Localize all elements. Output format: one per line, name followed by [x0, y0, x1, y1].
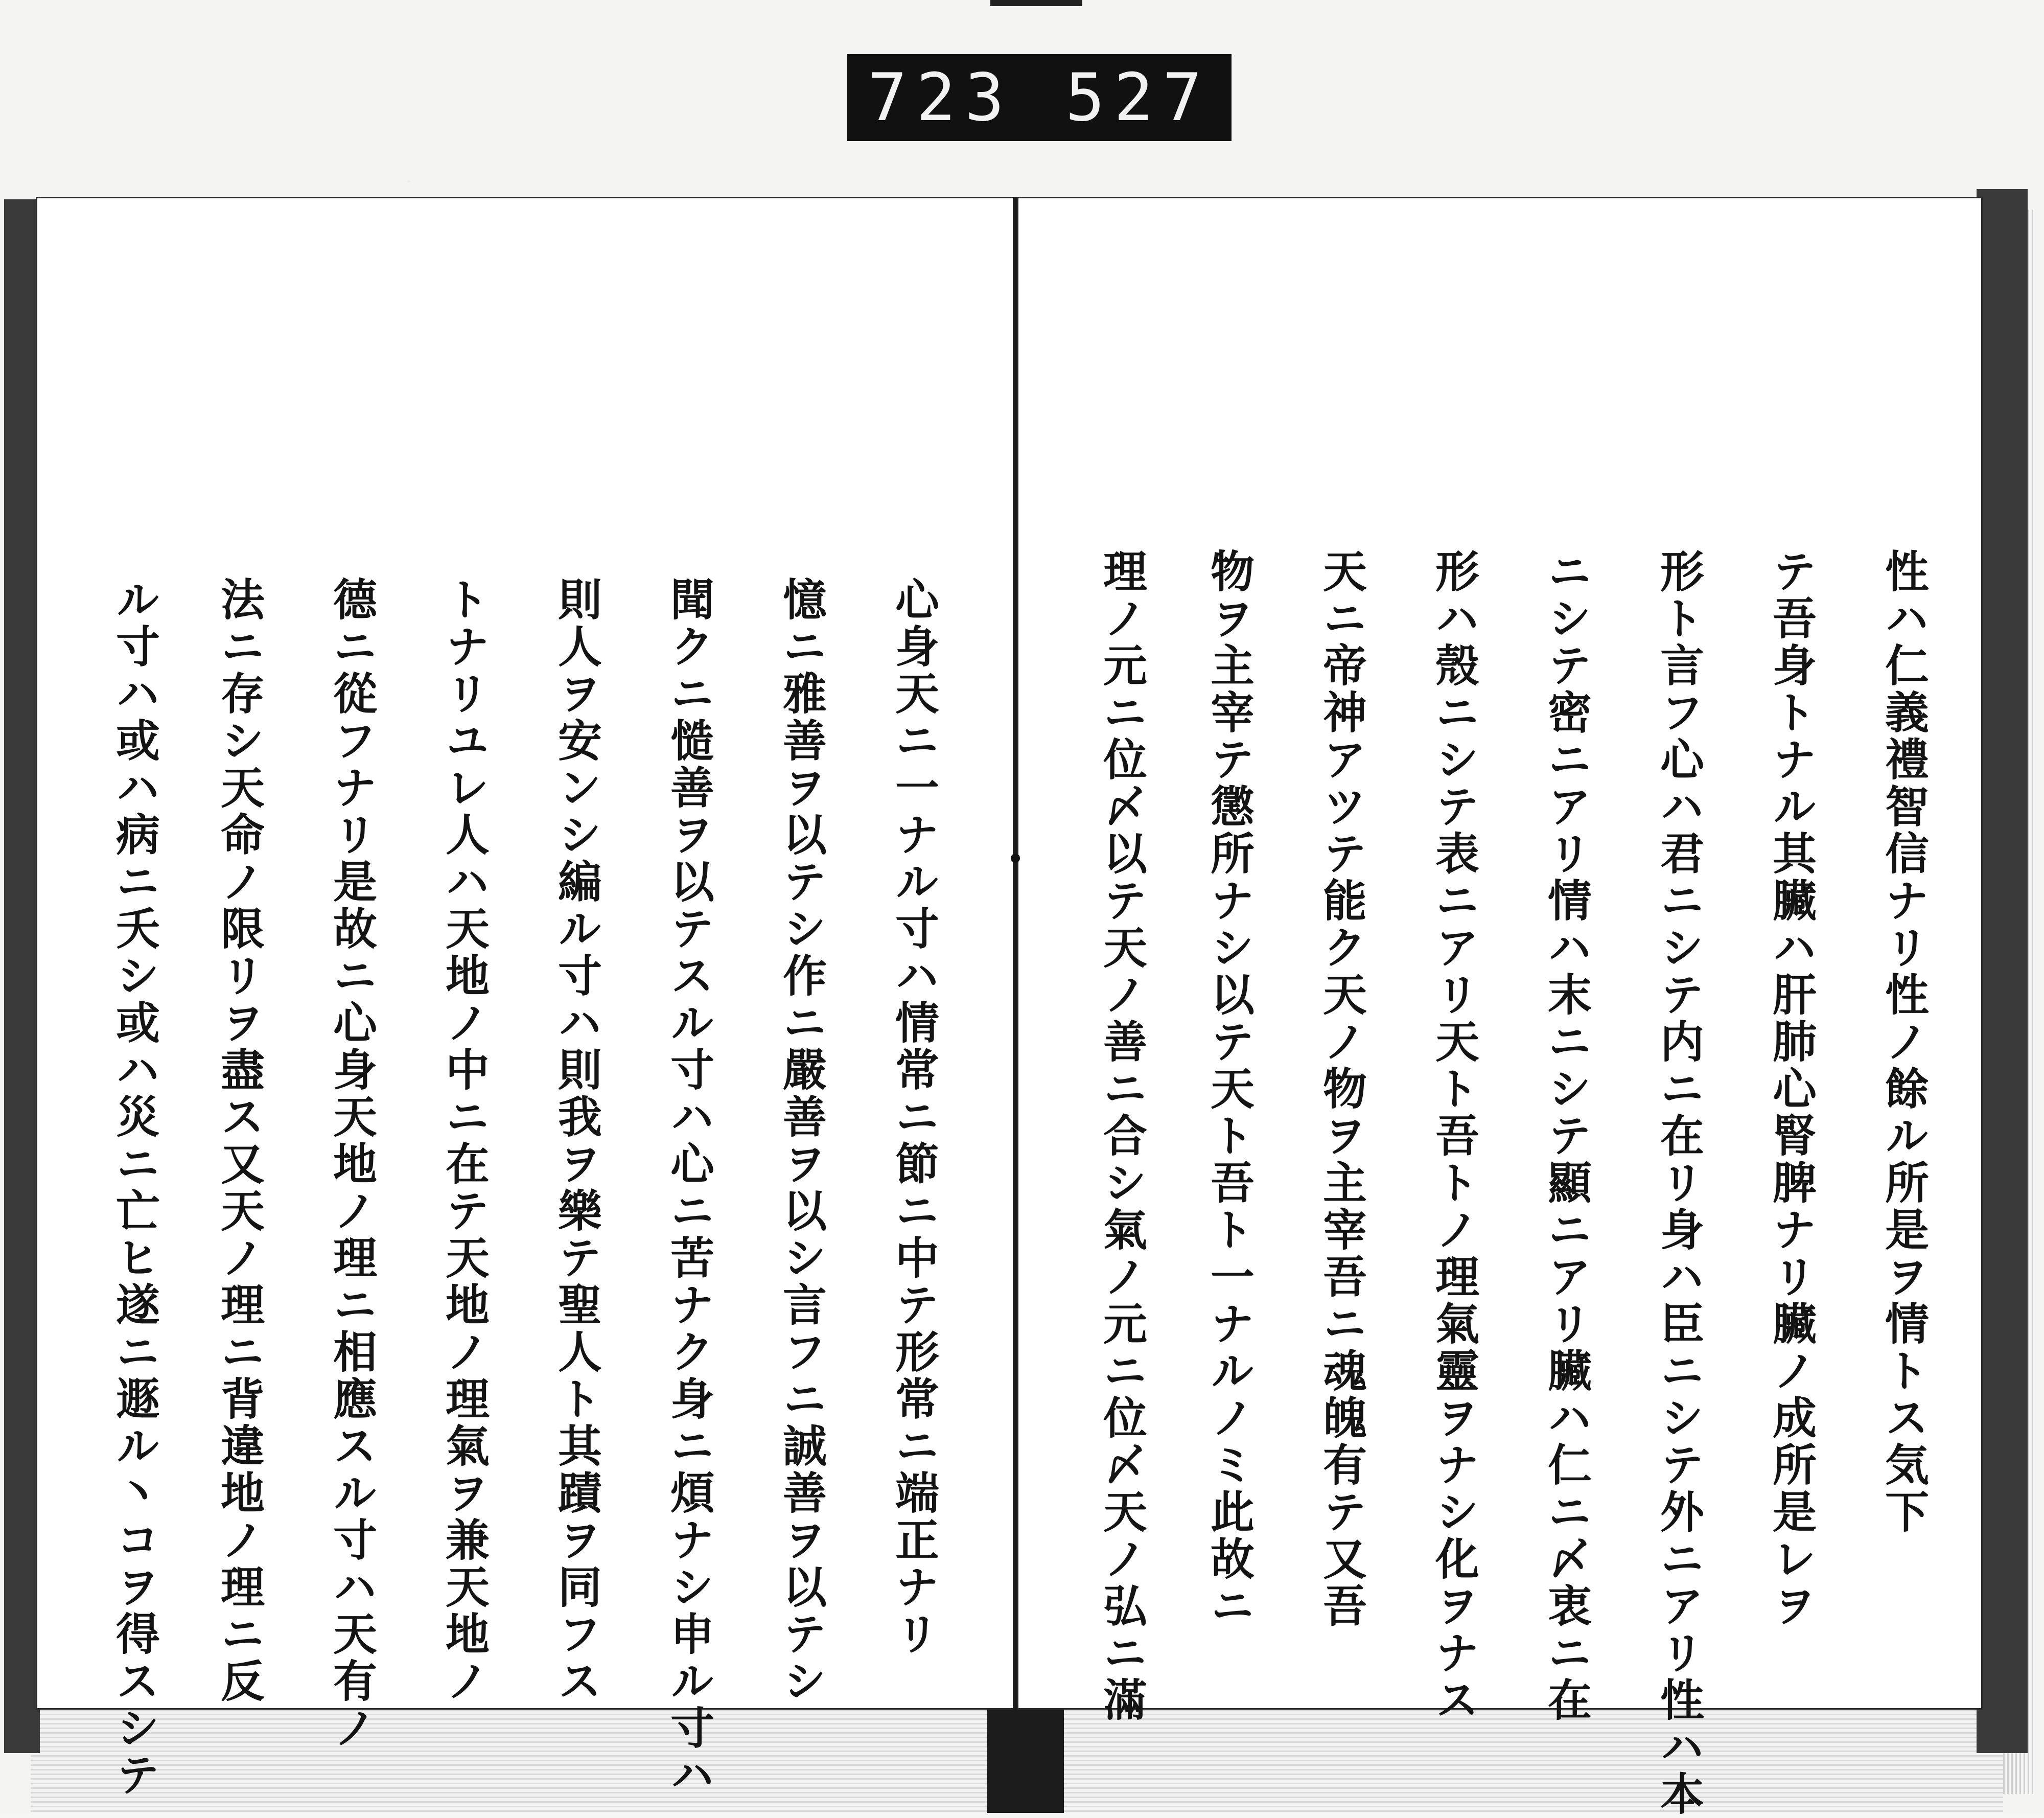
frame-number-left: 723	[868, 59, 1014, 136]
frame-number-label	[847, 54, 1232, 141]
left-page-column-6: 德ニ從フナリ是故ニ心身天地ノ理ニ相應スル寸ハ天有ノ	[326, 577, 377, 1752]
right-page-column-4: ニシテ密ニアリ情ハ末ニシテ顯ニアリ臟ハ仁ニ〆衷ニ在	[1540, 548, 1592, 1724]
open-book	[0, 169, 2044, 1818]
gutter-mark	[1011, 854, 1020, 863]
right-page-column-6: 天ニ帝神アツテ能ク天ノ物ヲ主宰吾ニ魂魄有テ又吾	[1315, 548, 1367, 1630]
left-page-column-7: 法ニ存シ天命ノ限リヲ盡ス又天ノ理ニ背違地ノ理ニ反	[213, 577, 265, 1705]
left-page-column-4: 則人ヲ安ンシ編ル寸ハ則我ヲ樂テ聖人ト其蹟ヲ同フス	[550, 577, 602, 1705]
left-page	[36, 197, 1016, 1799]
left-page-column-8: ル寸ハ或ハ病ニ夭シ或ハ災ニ亡ヒ遂ニ遯ル丶コヲ得スシテ	[108, 577, 160, 1799]
book-spine	[987, 1702, 1064, 1813]
left-page-column-5: トナリユレ人ハ天地ノ中ニ在テ天地ノ理氣ヲ兼天地ノ	[438, 577, 490, 1705]
left-page-column-3: 聞クニ慥善ヲ以テスル寸ハ心ニ苦ナク身ニ煩ナシ申ル寸ハ	[663, 577, 714, 1799]
right-page-column-2: テ吾身トナル其臟ハ肝肺心腎脾ナリ臟ノ成所是レヲ	[1765, 548, 1817, 1630]
right-page-column-7: 物ヲ主宰テ懲所ナシ以テ天ト吾ト一ナルノミ此故ニ	[1203, 548, 1255, 1630]
book-gutter	[1013, 197, 1017, 1710]
right-page	[1017, 197, 1983, 1818]
book-cover-left	[4, 199, 40, 1753]
left-page-column-2: 憶ニ雅善ヲ以テシ作ニ嚴善ヲ以シ言フニ誠善ヲ以テシ	[775, 577, 827, 1705]
left-page-column-1: 心身天ニ一ナル寸ハ情常ニ節ニ中テ形常ニ端正ナリ	[888, 577, 939, 1658]
right-page-column-3: 形ト言フ心ハ君ニシテ内ニ在リ身ハ臣ニシテ外ニアリ性ハ本	[1653, 548, 1704, 1818]
top-clip	[990, 0, 1082, 6]
right-page-column-5: 形ハ殼ニシテ表ニアリ天ト吾トノ理氣靈ヲナシ化ヲナス	[1428, 548, 1479, 1724]
frame-number-right: 527	[1065, 59, 1211, 136]
right-page-column-8: 理ノ元ニ位〆以テ天ノ善ニ合シ氣ノ元ニ位〆天ノ弘ニ滿	[1096, 548, 1147, 1724]
right-page-column-1: 性ハ仁義禮智信ナリ性ノ餘ル所是ヲ情トス気下	[1877, 548, 1929, 1536]
book-cover-right	[1977, 189, 2028, 1753]
